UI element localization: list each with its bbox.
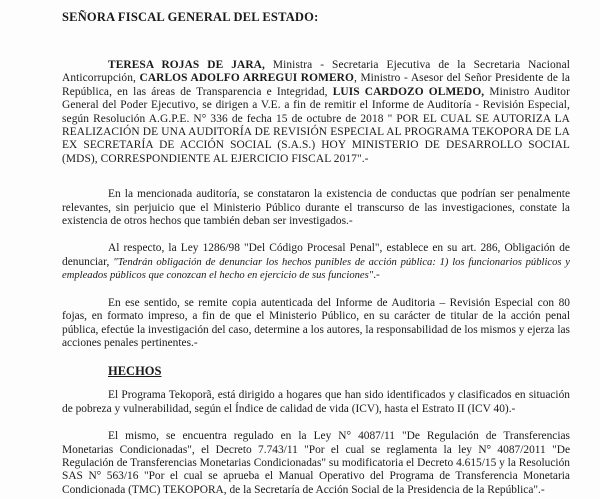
signatory-name-2: CARLOS ADOLFO ARREGUI ROMERO: [139, 72, 354, 85]
addressee-heading: SEÑORA FISCAL GENERAL DEL ESTADO:: [62, 10, 319, 24]
law-quote: "Tendrán obligación de denunciar los hechos punibles de acción pública: 1) los funcionarios públicos y empleados públicos que conozcan el hecho en ejercicio de sus funciones": [62, 256, 570, 282]
copy-paragraph: En ese sentido, se remite copia autenticada del Informe de Auditoria – Revisión Especial con 80 fojas, en formato impreso, a fin de que el Ministerio Público, en su carácter de titular de la acción penal pública, efectúe la investigación del caso, determine a los autores, la responsabilidad de los mismos y ejerza las acciones penales pertinentes.-: [62, 296, 570, 349]
facts-heading: HECHOS: [108, 364, 162, 379]
intro-text-1: Ministra - Secretaria Ejecutiva de la Secretaria Nacional Anticorrupción,: [62, 59, 570, 85]
regulation-paragraph: El mismo, se encuentra regulado en la Ley N° 4087/11 "De Regulación de Transferencias Monetarias Condicionadas", el Decreto 7.743/11 "Por el cual se reglamenta la ley N° 4087/2011 "De Regulación de Transferencias Monetarias Condicionadas" su modificatoria el Decreto 4.615/15 y la Resolución SAS N° 563/16 "Por el cual se aprueba el Manual Operativo del Programa de Transferencia Monetaria Condicionada (TMC) TEKOPORA, de la Secretaría de Acción Social de la Presidencia de la República".-: [62, 430, 570, 496]
signatory-name-3: LUIS CARDOZO OLMEDO,: [332, 85, 485, 98]
intro-paragraph: [62, 59, 570, 166]
intro-text-2: , Ministro - Asesor del Señor Presidente de la República, en las áreas de Transparencia e Integridad,: [62, 72, 570, 98]
law-text-1: Al respecto, la Ley 1286/98 "Del Código Procesal Penal", establece en su art. 286, Obligación de denunciar,: [62, 242, 570, 268]
signatory-name-1: TERESA ROJAS DE JARA,: [108, 59, 265, 71]
intro-text-3: Ministro Auditor General del Poder Ejecutivo, se dirigen a V.E. a fin de remitir el Informe de Auditoría - Revisión Especial, según Resolución A.G.P.E. N° 336 de fecha 15 de octubre de 2018 " POR EL CUAL SE AUTORIZA LA REALIZACIÓN DE UNA AUDITORÍA DE REVISIÓN ESPECIAL AL PROGRAMA TEKOPORA DE LA EX SECRETARÍA DE ACCIÓN SOCIAL (S.A.S.) HOY MINISTERIO DE DESARROLLO SOCIAL (MDS), CORRESPONDIENTE AL EJERCICIO FISCAL 2017".-: [62, 85, 570, 165]
program-paragraph: El Programa Tekoporã, está dirigido a hogares que han sido identificados y clasificados en situación de pobreza y vulnerabilidad, según el Índice de calidad de vida (ICV), hasta el Estrato II (ICV 40).-: [62, 389, 570, 415]
law-paragraph: [62, 242, 570, 282]
audit-paragraph: En la mencionada auditoría, se constataron la existencia de conductas que podrían ser penalmente relevantes, sin perjuicio que el Ministerio Público durante el transcurso de las investigaciones, constate la existencia de otros hechos que también deban ser investigados.-: [62, 188, 570, 228]
law-text-2: .-: [373, 269, 380, 282]
